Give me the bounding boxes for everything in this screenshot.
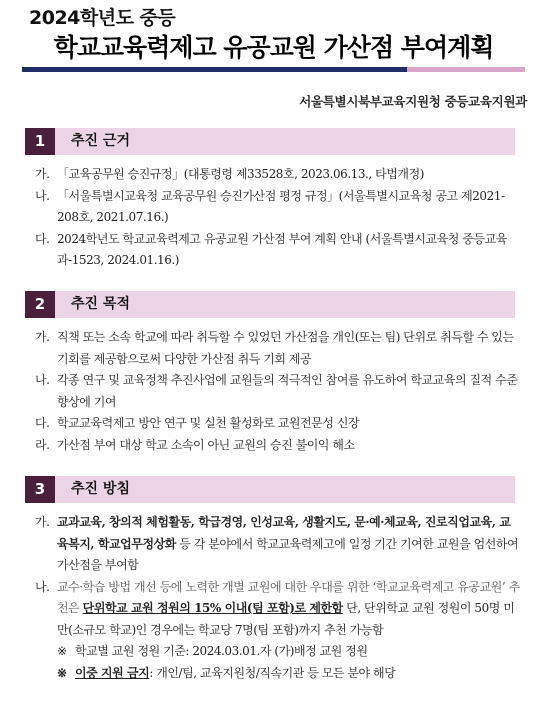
title-underline (22, 67, 525, 72)
list-item: 라. 가산점 부여 대상 학교 소속이 아닌 교원의 승진 불이익 해소 (35, 437, 355, 452)
section-2-items (35, 327, 520, 456)
section-3-items (35, 512, 520, 684)
department-name: 서울특별시북부교육지원청 중등교육지원과 (299, 94, 527, 109)
section-header-2 (25, 291, 515, 318)
document-subtitle: 2024학년도 중등 (29, 7, 176, 29)
list-item: 다. 2024학년도 학교교육력제고 유공교원 가산점 부여 계획 안내 (서울특별시교육청 중등교육과-1523, 2024.01.16.) (35, 231, 507, 267)
section-number: 3 (25, 476, 55, 503)
emphasis-text: 이중 지원 금지 (75, 665, 150, 680)
note-item: ※ 이중 지원 금지: 개인/팀, 교육지원청/직속기관 등 모든 분야 해당 (57, 665, 396, 680)
section-number: 2 (25, 291, 55, 318)
list-item: 나. 각종 연구 및 교육정책 추진사업에 교원들의 적극적인 참여를 유도하여 학교교육의 질적 수준 향상에 기여 (35, 373, 518, 409)
list-item: 다. 학교교육력제고 방안 연구 및 실천 활성화로 교원전문성 신장 (35, 416, 360, 430)
section-header-1 (25, 128, 515, 155)
list-item: 가. 「교육공무원 승진규정」(대통령령 제33528호, 2023.06.13., 타법개정) (35, 167, 424, 181)
document-title: 학교교육력제고 유공교원 가산점 부여계획 (53, 33, 494, 62)
section-header-3 (25, 476, 515, 503)
section-title: 추진 목적 (71, 296, 130, 312)
section-title: 추진 근거 (71, 133, 130, 149)
section-title: 추진 방침 (71, 481, 130, 497)
list-item: 나. 「서울특별시교육청 교육공무원 승진가산점 평정 규정」(서울특별시교육청 공고 제2021-208호, 2021.07.16.) (35, 188, 505, 224)
list-item: 가. 직책 또는 소속 학교에 따라 취득할 수 있었던 가산점을 개인(또는 팀) 단위로 취득할 수 있는 기회를 제공함으로써 다양한 가산점 취득 기회 제공 (35, 330, 514, 366)
note-item: ※ 학교별 교원 정원 기준: 2024.03.01.자 (가)배정 교원 정원 (57, 644, 368, 658)
title-underline-dark (22, 67, 407, 72)
section-number: 1 (25, 128, 55, 155)
list-item: 나. 교수·학습 방법 개선 등에 노력한 개별 교원에 대한 우대를 위한 ‘학교교육력제고 유공교원’ 추천은 단위학교 교원 정원의 15% 이내(팀 포함)로 제한함 단, 단위학교 교원 정원이 50명 미만(소규모 학교)인 경우에는 학교당 7명(팀 포함)까지 추천 가능함 (35, 579, 520, 637)
emphasis-text: 교과교육, 창의적 체험활동, 학급경영, 인성교육, 생활지도, 문·예·체교육, 진로직업교육, 교육복지, 학교업무정상화 (57, 515, 511, 551)
list-item: 가. 교과교육, 창의적 체험활동, 학급경영, 인성교육, 생활지도, 문·예·체교육, 진로직업교육, 교육복지, 학교업무정상화 등 각 분야에서 학교교육력제고에 일정 기간 기여한 교원을 엄선하여 가산점을 부여함 (35, 515, 519, 572)
emphasis-text: 단위학교 교원 정원의 15% 이내(팀 포함)로 제한함 (82, 601, 343, 615)
section-1-items (35, 164, 520, 272)
